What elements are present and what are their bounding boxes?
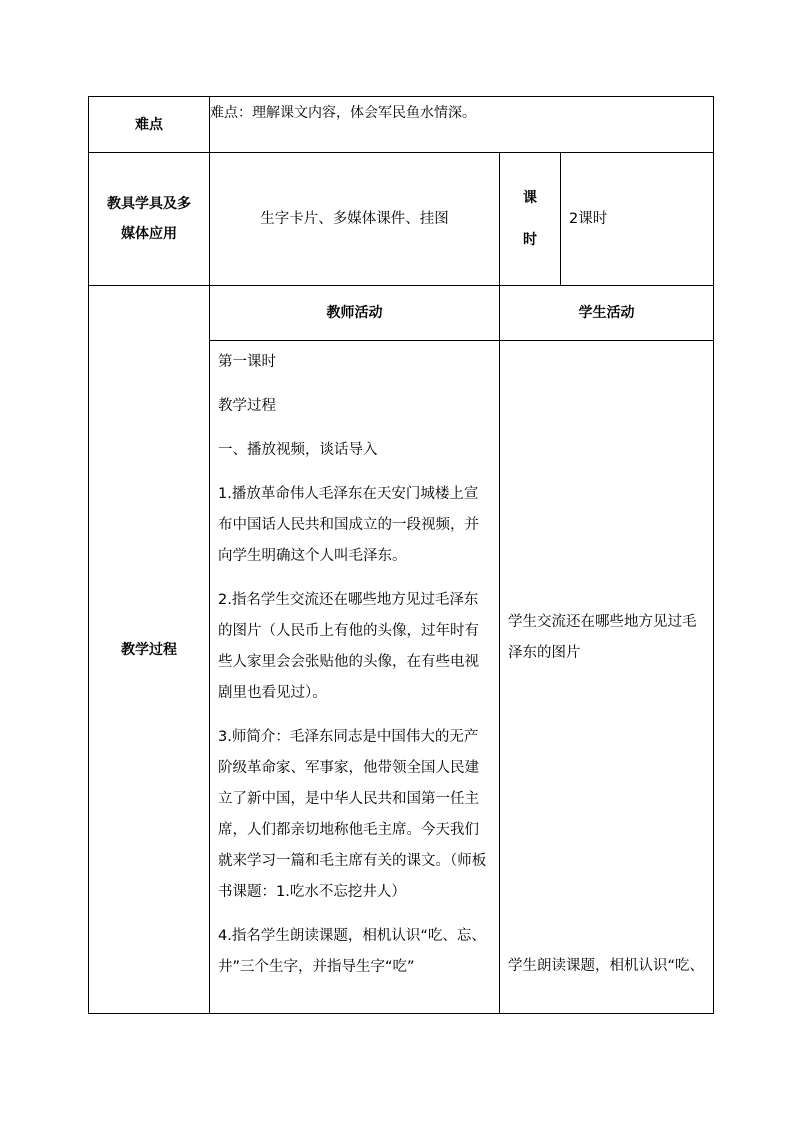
- process-label: 教学过程: [89, 286, 210, 1014]
- difficulty-content: 难点：理解课文内容，体会军民鱼水情深。: [210, 97, 714, 153]
- activity-header-row: [89, 286, 714, 341]
- student-note: 学生交流还在哪些地方见过毛泽东的图片: [508, 614, 697, 661]
- lesson-plan-table: [88, 96, 714, 1014]
- tools-label-line2: 媒体应用: [121, 226, 177, 242]
- teacher-paragraph: 2.指名学生交流还在哪些地方见过毛泽东的图片（人民币上有他的头像，过年时有些人家里会会张贴他的头像，在有些电视剧里也看见过）。: [218, 592, 479, 701]
- teacher-paragraph: 4.指名学生朗读课题，相机认识“吃、忘、井”三个生字，并指导生字“吃”: [218, 928, 486, 975]
- tools-label-line1: 教具学具及多: [107, 196, 191, 212]
- teacher-paragraph: 1.播放革命伟人毛泽东在天安门城楼上宣布中国话人民共和国成立的一段视频，并向学生明确这个人叫毛泽东。: [218, 486, 479, 564]
- student-activity-cell: [500, 341, 714, 1014]
- period-value: 2课时: [561, 153, 714, 286]
- student-note: 学生朗读课题，相机认识“吃、: [508, 958, 705, 974]
- teacher-paragraph: 第一课时: [218, 354, 276, 370]
- tools-label: [89, 153, 210, 286]
- tools-content: 生字卡片、多媒体课件、挂图: [210, 153, 500, 286]
- student-activity-header: 学生活动: [500, 286, 714, 341]
- teacher-activity-header: 教师活动: [210, 286, 500, 341]
- teacher-paragraph: 教学过程: [218, 398, 276, 414]
- teacher-paragraph: 一、播放视频，谈话导入: [218, 442, 378, 458]
- period-label: [500, 153, 561, 286]
- teacher-paragraph: 3.师简介：毛泽东同志是中国伟大的无产阶级革命家、军事家，他带领全国人民建立了新中国，是中华人民共和国第一任主席，人们都亲切地称他毛主席。今天我们就来学习一篇和毛主席有关的课文。（师板书课题：1.吃水不忘挖井人）: [218, 729, 487, 900]
- difficulty-label: 难点: [89, 97, 210, 153]
- teacher-activity-cell: [210, 341, 500, 1014]
- period-label-line2: 时: [523, 232, 537, 248]
- tools-row: [89, 153, 714, 286]
- difficulty-row: [89, 97, 714, 153]
- period-label-line1: 课: [523, 190, 537, 206]
